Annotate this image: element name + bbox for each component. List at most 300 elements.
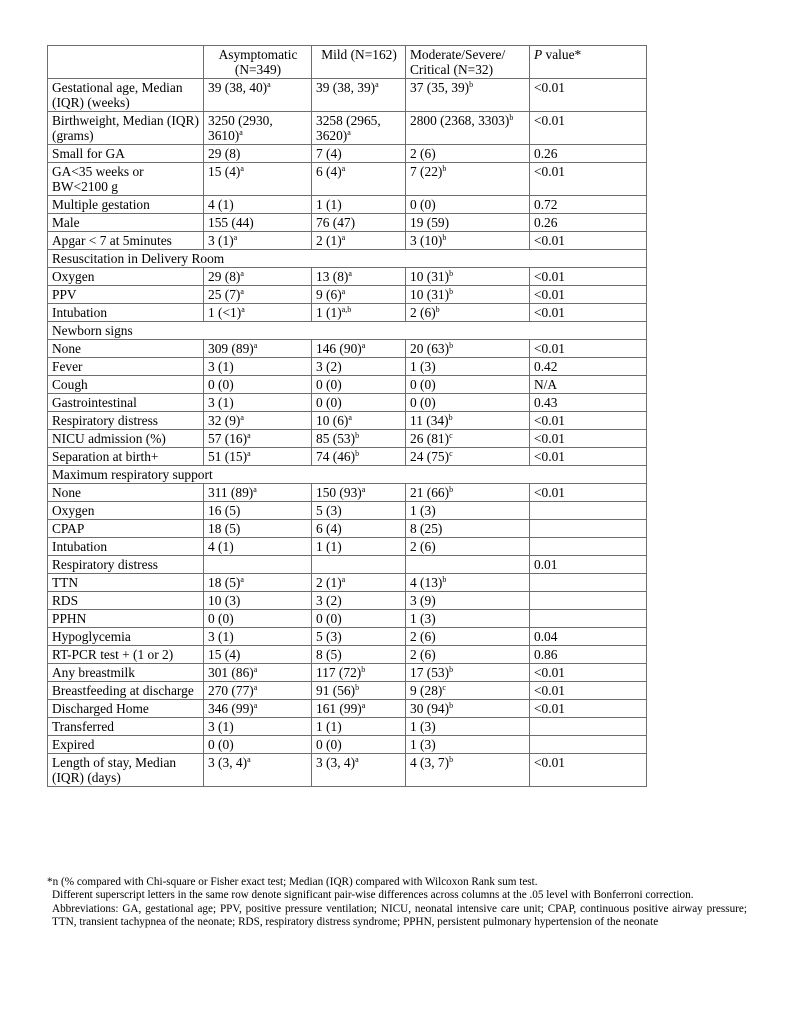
cell-c1 <box>204 484 312 502</box>
significance-superscript: a <box>247 431 251 440</box>
cell-value: 10 (31) <box>410 269 450 284</box>
table-body <box>48 46 647 787</box>
significance-superscript: a <box>241 305 245 314</box>
p-value-cell: <0.01 <box>530 430 647 448</box>
significance-superscript: b <box>449 755 454 764</box>
cell-value: 76 (47) <box>316 215 356 230</box>
cell-value: 5 (3) <box>316 629 342 644</box>
cell-c3 <box>406 592 530 610</box>
row-label: Hypoglycemia <box>48 628 204 646</box>
cell-c3 <box>406 430 530 448</box>
cell-c3 <box>406 412 530 430</box>
cell-c3 <box>406 484 530 502</box>
cell-value: 3 (1) <box>208 395 234 410</box>
results-table <box>47 45 647 787</box>
cell-value: 311 (89) <box>208 485 254 500</box>
p-value-cell <box>530 520 647 538</box>
cell-c2 <box>312 574 406 592</box>
cell-value: 3 (1) <box>208 629 234 644</box>
cell-value: 0 (0) <box>208 377 234 392</box>
section-heading: Maximum respiratory support <box>48 466 647 484</box>
row-label: Oxygen <box>48 502 204 520</box>
significance-superscript: b <box>435 305 440 314</box>
p-value-cell: <0.01 <box>530 340 647 358</box>
table-row <box>48 610 647 628</box>
significance-superscript: b <box>442 575 447 584</box>
cell-c2 <box>312 754 406 787</box>
significance-superscript: a <box>267 80 271 89</box>
cell-value: 1 (1) <box>316 305 342 320</box>
cell-c2 <box>312 412 406 430</box>
cell-value: 3 (3, 4) <box>208 755 248 770</box>
table-row <box>48 682 647 700</box>
p-value-cell: 0.43 <box>530 394 647 412</box>
cell-c2 <box>312 376 406 394</box>
cell-c1 <box>204 448 312 466</box>
table-row <box>48 376 647 394</box>
table-row <box>48 628 647 646</box>
significance-superscript: a <box>341 164 346 173</box>
cell-c2 <box>312 358 406 376</box>
p-value-cell: <0.01 <box>530 664 647 682</box>
cell-c1 <box>204 538 312 556</box>
p-value-cell <box>530 502 647 520</box>
cell-value: 1 (1) <box>316 197 342 212</box>
cell-value: 301 (86) <box>208 665 254 680</box>
cell-c1 <box>204 358 312 376</box>
cell-c2 <box>312 430 406 448</box>
row-label: Discharged Home <box>48 700 204 718</box>
cell-c3 <box>406 520 530 538</box>
cell-c1 <box>204 556 312 574</box>
cell-c2 <box>312 718 406 736</box>
table-row <box>48 358 647 376</box>
row-label: Cough <box>48 376 204 394</box>
significance-superscript: a <box>253 683 258 692</box>
cell-c1 <box>204 196 312 214</box>
section-heading: Newborn signs <box>48 322 647 340</box>
table-row <box>48 484 647 502</box>
row-label: Apgar < 7 at 5minutes <box>48 232 204 250</box>
table-row <box>48 574 647 592</box>
cell-value: 3 (1) <box>208 359 234 374</box>
cell-c3 <box>406 538 530 556</box>
header-cell-mild: Mild (N=162) <box>312 46 406 79</box>
table-row <box>48 286 647 304</box>
significance-superscript: a <box>240 575 244 584</box>
p-value-cell: <0.01 <box>530 232 647 250</box>
significance-superscript: b <box>449 665 454 674</box>
cell-value: 39 (38, 40) <box>208 80 268 95</box>
cell-value: 3 (2) <box>316 593 342 608</box>
significance-superscript: a <box>240 164 244 173</box>
cell-value: 2 (6) <box>410 539 436 554</box>
cell-value: 1 (3) <box>410 737 436 752</box>
significance-superscript: a <box>253 665 258 674</box>
p-value-cell: <0.01 <box>530 79 647 112</box>
cell-c3 <box>406 112 530 145</box>
table-row <box>48 430 647 448</box>
row-label: Breastfeeding at discharge <box>48 682 204 700</box>
p-value-cell <box>530 538 647 556</box>
cell-c1 <box>204 736 312 754</box>
table-row <box>48 592 647 610</box>
table-row <box>48 268 647 286</box>
cell-value: 0 (0) <box>316 395 342 410</box>
cell-c3 <box>406 574 530 592</box>
cell-c2 <box>312 448 406 466</box>
row-label: Transferred <box>48 718 204 736</box>
cell-value: 2 (6) <box>410 629 436 644</box>
cell-c3 <box>406 268 530 286</box>
cell-value: 1 (3) <box>410 719 436 734</box>
significance-superscript: b <box>355 683 360 692</box>
significance-superscript: a <box>341 233 346 242</box>
cell-c1 <box>204 286 312 304</box>
significance-superscript: a <box>253 485 257 494</box>
cell-c2 <box>312 736 406 754</box>
table-row <box>48 538 647 556</box>
cell-c2 <box>312 79 406 112</box>
row-label: None <box>48 484 204 502</box>
cell-value: 6 (4) <box>316 164 342 179</box>
cell-c3 <box>406 736 530 754</box>
cell-value: 3 (1) <box>208 233 234 248</box>
significance-superscript: a <box>341 575 346 584</box>
significance-superscript: a,b <box>341 305 352 314</box>
cell-value: 3 (10) <box>410 233 443 248</box>
p-value-cell <box>530 736 647 754</box>
table-row <box>48 232 647 250</box>
table-row <box>48 214 647 232</box>
cell-value: 21 (66) <box>410 485 450 500</box>
cell-c2 <box>312 286 406 304</box>
cell-value: 39 (38, 39) <box>316 80 376 95</box>
cell-c3 <box>406 79 530 112</box>
footnotes <box>47 876 747 930</box>
cell-value: 29 (8) <box>208 269 241 284</box>
table-row <box>48 448 647 466</box>
cell-c3 <box>406 232 530 250</box>
cell-value: 7 (4) <box>316 146 342 161</box>
row-label: GA<35 weeks or BW<2100 g <box>48 163 204 196</box>
cell-c3 <box>406 145 530 163</box>
cell-value: 2 (6) <box>410 146 436 161</box>
cell-value: 10 (3) <box>208 593 241 608</box>
p-value-cell: <0.01 <box>530 112 647 145</box>
row-label: RT-PCR test + (1 or 2) <box>48 646 204 664</box>
cell-value: 51 (15) <box>208 449 248 464</box>
cell-c1 <box>204 304 312 322</box>
cell-c1 <box>204 628 312 646</box>
cell-c2 <box>312 112 406 145</box>
p-value-rest: value* <box>542 47 582 62</box>
row-label: Intubation <box>48 304 204 322</box>
significance-superscript: a <box>253 341 258 350</box>
cell-value: 2 (1) <box>316 575 342 590</box>
cell-value: 8 (5) <box>316 647 342 662</box>
cell-value: 32 (9) <box>208 413 241 428</box>
significance-superscript: a <box>361 701 366 710</box>
p-value-cell: 0.72 <box>530 196 647 214</box>
significance-superscript: b <box>448 413 453 422</box>
section-heading: Resuscitation in Delivery Room <box>48 250 647 268</box>
cell-value: 19 (59) <box>410 215 450 230</box>
significance-superscript: b <box>449 269 454 278</box>
cell-value: 1 (3) <box>410 503 436 518</box>
cell-c3 <box>406 214 530 232</box>
row-label: Birthweight, Median (IQR) (grams) <box>48 112 204 145</box>
cell-value: 9 (6) <box>316 287 342 302</box>
table-row <box>48 718 647 736</box>
cell-value: 4 (1) <box>208 197 234 212</box>
row-label: NICU admission (%) <box>48 430 204 448</box>
cell-c1 <box>204 592 312 610</box>
cell-c3 <box>406 340 530 358</box>
cell-value: 11 (34) <box>410 413 449 428</box>
row-label: Small for GA <box>48 145 204 163</box>
cell-c3 <box>406 664 530 682</box>
section-row <box>48 322 647 340</box>
cell-c2 <box>312 520 406 538</box>
cell-c2 <box>312 163 406 196</box>
cell-value: 29 (8) <box>208 146 241 161</box>
cell-c2 <box>312 682 406 700</box>
cell-c3 <box>406 448 530 466</box>
table-row <box>48 112 647 145</box>
cell-value: 24 (75) <box>410 449 450 464</box>
cell-value: 7 (22) <box>410 164 443 179</box>
cell-c2 <box>312 214 406 232</box>
cell-value: 57 (16) <box>208 431 248 446</box>
significance-superscript: b <box>442 233 447 242</box>
table-row <box>48 700 647 718</box>
cell-value: 25 (7) <box>208 287 241 302</box>
header-cell-label <box>48 46 204 79</box>
p-value-cell: N/A <box>530 376 647 394</box>
row-label: Any breastmilk <box>48 664 204 682</box>
cell-c2 <box>312 340 406 358</box>
p-value-cell: <0.01 <box>530 484 647 502</box>
cell-c1 <box>204 412 312 430</box>
cell-value: 0 (0) <box>316 737 342 752</box>
significance-superscript: c <box>449 449 453 458</box>
cell-value: 2 (6) <box>410 305 436 320</box>
significance-superscript: b <box>449 485 454 494</box>
footnote-abbreviations: Abbreviations: GA, gestational age; PPV, positive pressure ventilation; NICU, neonatal intensive care unit; CPAP, continuous positive airway pressure; TTN, transient tachypnea of the neonate; RDS, respiratory distress syndrome; PPHN, persistent pulmonary hypertension of the neonate <box>52 902 747 929</box>
cell-value: 26 (81) <box>410 431 450 446</box>
cell-c3 <box>406 556 530 574</box>
cell-c1 <box>204 754 312 787</box>
significance-superscript: b <box>449 287 454 296</box>
cell-c1 <box>204 430 312 448</box>
section-row <box>48 466 647 484</box>
significance-superscript: a <box>233 233 238 242</box>
table-row <box>48 412 647 430</box>
cell-value: 150 (93) <box>316 485 362 500</box>
row-label: RDS <box>48 592 204 610</box>
p-value-cell <box>530 610 647 628</box>
cell-value: 270 (77) <box>208 683 254 698</box>
cell-value: 18 (5) <box>208 521 241 536</box>
significance-superscript: a <box>239 128 243 137</box>
cell-value: 0 (0) <box>410 197 436 212</box>
cell-value: 3250 (2930, 3610) <box>208 113 273 143</box>
cell-value: 74 (46) <box>316 449 356 464</box>
section-row <box>48 250 647 268</box>
p-value-cell: 0.01 <box>530 556 647 574</box>
cell-value: 3258 (2965, 3620) <box>316 113 381 143</box>
cell-value: 15 (4) <box>208 647 241 662</box>
cell-c3 <box>406 502 530 520</box>
cell-value: 1 (<1) <box>208 305 242 320</box>
cell-value: 30 (94) <box>410 701 450 716</box>
cell-c3 <box>406 682 530 700</box>
row-label: Length of stay, Median (IQR) (days) <box>48 754 204 787</box>
header-cell-p-value <box>530 46 647 79</box>
cell-value: 13 (8) <box>316 269 349 284</box>
significance-superscript: a <box>375 80 379 89</box>
significance-superscript: c <box>449 431 453 440</box>
cell-c2 <box>312 556 406 574</box>
cell-c3 <box>406 700 530 718</box>
cell-value: 91 (56) <box>316 683 356 698</box>
p-value-cell: <0.01 <box>530 163 647 196</box>
cell-value: 85 (53) <box>316 431 356 446</box>
cell-value: 9 (28) <box>410 683 443 698</box>
row-label: None <box>48 340 204 358</box>
row-label: Oxygen <box>48 268 204 286</box>
cell-c1 <box>204 145 312 163</box>
cell-c2 <box>312 502 406 520</box>
cell-value: 0 (0) <box>410 395 436 410</box>
cell-value: 3 (3, 4) <box>316 755 356 770</box>
cell-c2 <box>312 394 406 412</box>
cell-c2 <box>312 592 406 610</box>
cell-c2 <box>312 196 406 214</box>
cell-value: 346 (99) <box>208 701 254 716</box>
significance-superscript: a <box>240 287 244 296</box>
row-label: Fever <box>48 358 204 376</box>
cell-value: 4 (1) <box>208 539 234 554</box>
footnote-statistics: *n (% compared with Chi-square or Fisher exact test; Median (IQR) compared with Wilcoxon Rank sum test. <box>47 876 538 888</box>
row-label: TTN <box>48 574 204 592</box>
cell-value: 1 (1) <box>316 539 342 554</box>
p-value-cell: <0.01 <box>530 412 647 430</box>
p-value-cell <box>530 718 647 736</box>
cell-c3 <box>406 196 530 214</box>
header-cell-asymptomatic: Asymptomatic (N=349) <box>204 46 312 79</box>
cell-value: 3 (1) <box>208 719 234 734</box>
row-label: Respiratory distress <box>48 412 204 430</box>
cell-c2 <box>312 610 406 628</box>
footnote-superscripts: Different superscript letters in the same row denote significant pair-wise differences across columns at the .05 level with Bonferroni correction. <box>52 889 694 902</box>
table-row <box>48 736 647 754</box>
p-value-cell: 0.26 <box>530 214 647 232</box>
cell-value: 2 (6) <box>410 647 436 662</box>
cell-c2 <box>312 304 406 322</box>
significance-superscript: b <box>469 80 474 89</box>
cell-c1 <box>204 163 312 196</box>
cell-value: 1 (3) <box>410 359 436 374</box>
cell-c3 <box>406 628 530 646</box>
cell-c3 <box>406 394 530 412</box>
cell-value: 10 (6) <box>316 413 349 428</box>
p-value-cell: <0.01 <box>530 286 647 304</box>
p-value-cell <box>530 592 647 610</box>
cell-c3 <box>406 754 530 787</box>
cell-c3 <box>406 610 530 628</box>
cell-c1 <box>204 232 312 250</box>
table-row <box>48 502 647 520</box>
cell-c1 <box>204 268 312 286</box>
significance-superscript: a <box>247 755 251 764</box>
p-value-cell: <0.01 <box>530 448 647 466</box>
cell-c2 <box>312 664 406 682</box>
table-row <box>48 145 647 163</box>
p-value-cell: 0.26 <box>530 145 647 163</box>
significance-superscript: b <box>509 113 514 122</box>
significance-superscript: a <box>361 341 366 350</box>
cell-value: 2 (1) <box>316 233 342 248</box>
cell-value: 15 (4) <box>208 164 241 179</box>
header-cell-moderate-severe: Moderate/Severe/ Critical (N=32) <box>406 46 530 79</box>
row-label: Male <box>48 214 204 232</box>
table-row <box>48 163 647 196</box>
table-row <box>48 520 647 538</box>
row-label: Gestational age, Median (IQR) (weeks) <box>48 79 204 112</box>
significance-superscript: b <box>355 431 360 440</box>
cell-c3 <box>406 163 530 196</box>
significance-superscript: a <box>240 269 244 278</box>
cell-c1 <box>204 700 312 718</box>
cell-value: 1 (3) <box>410 611 436 626</box>
table-row <box>48 646 647 664</box>
cell-value: 6 (4) <box>316 521 342 536</box>
cell-c3 <box>406 646 530 664</box>
cell-value: 0 (0) <box>208 737 234 752</box>
row-label: Expired <box>48 736 204 754</box>
cell-value: 0 (0) <box>410 377 436 392</box>
cell-value: 1 (1) <box>316 719 342 734</box>
cell-c1 <box>204 376 312 394</box>
cell-c3 <box>406 286 530 304</box>
table-row <box>48 754 647 787</box>
cell-value: 0 (0) <box>208 611 234 626</box>
p-value-cell: <0.01 <box>530 754 647 787</box>
cell-value: 18 (5) <box>208 575 241 590</box>
cell-c1 <box>204 610 312 628</box>
significance-superscript: b <box>449 701 454 710</box>
row-label: Gastrointestinal <box>48 394 204 412</box>
p-value-cell: <0.01 <box>530 700 647 718</box>
p-value-cell: 0.04 <box>530 628 647 646</box>
cell-c1 <box>204 79 312 112</box>
cell-value: 3 (9) <box>410 593 436 608</box>
cell-c2 <box>312 232 406 250</box>
cell-value: 2800 (2368, 3303) <box>410 113 510 128</box>
table-row <box>48 340 647 358</box>
cell-c1 <box>204 394 312 412</box>
significance-superscript: a <box>247 449 251 458</box>
cell-value: 3 (2) <box>316 359 342 374</box>
table-row <box>48 664 647 682</box>
cell-value: 146 (90) <box>316 341 362 356</box>
row-label: PPHN <box>48 610 204 628</box>
cell-c3 <box>406 358 530 376</box>
cell-value: 5 (3) <box>316 503 342 518</box>
table-row <box>48 304 647 322</box>
